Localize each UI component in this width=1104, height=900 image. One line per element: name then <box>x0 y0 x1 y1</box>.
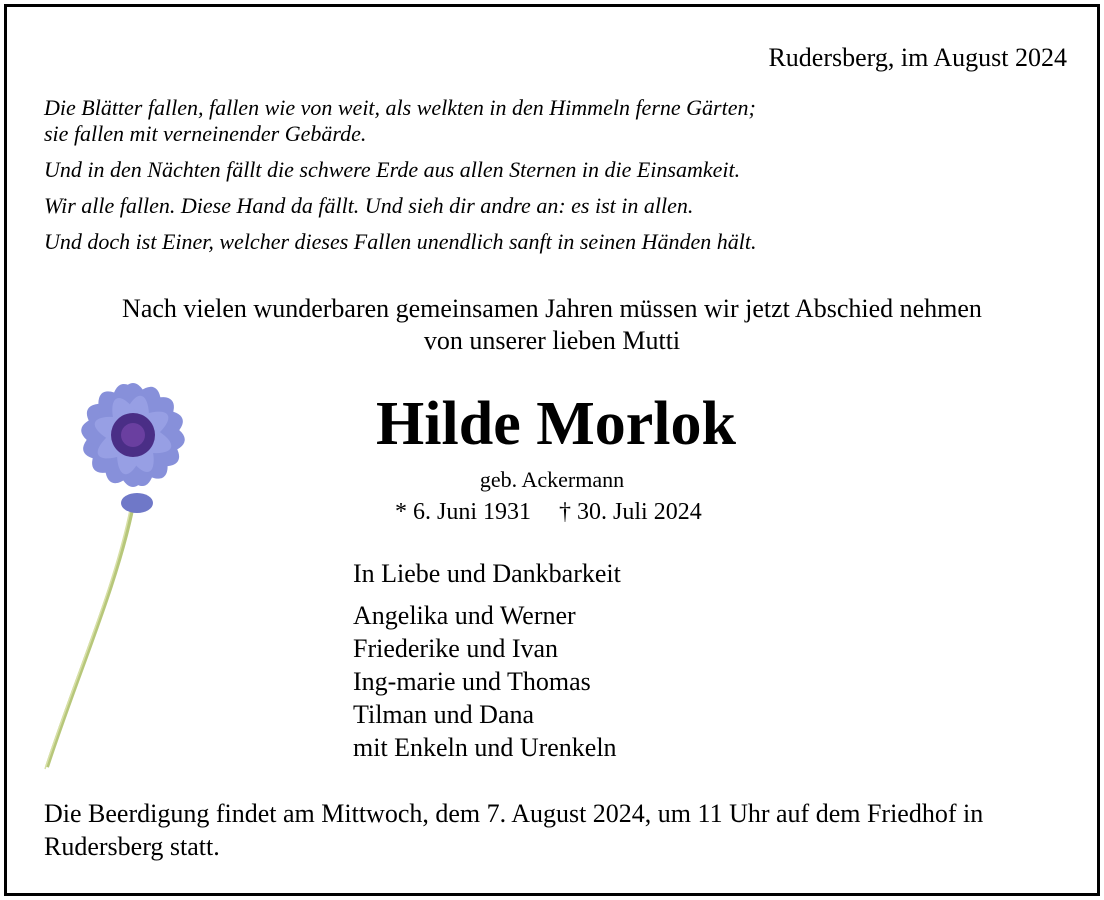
mourner-name: mit Enkeln und Urenkeln <box>353 733 617 762</box>
poem-line: sie fallen mit verneinender Gebärde. <box>44 121 367 146</box>
birth-date: * 6. Juni 1931 <box>395 499 532 525</box>
mourner-name: Ing-marie und Thomas <box>353 667 591 696</box>
mourner-name: Friederike und Ivan <box>353 634 559 663</box>
poem-line: Und doch ist Einer, welcher dieses Fallen unendlich sanft in seinen Händen hält. <box>44 229 757 254</box>
intro-line-2: von unserer lieben Mutti <box>423 326 681 355</box>
obituary-card <box>4 4 1100 896</box>
deceased-name: Hilde Morlok <box>376 390 736 458</box>
mourners-heading: In Liebe und Dankbarkeit <box>353 559 621 588</box>
mourner-name: Angelika und Werner <box>353 601 576 630</box>
birth-name: geb. Ackermann <box>479 467 625 492</box>
poem-line: Und in den Nächten fällt die schwere Erde aus allen Sternen in die Einsamkeit. <box>44 157 741 182</box>
intro-line-1: Nach vielen wunderbaren gemeinsamen Jahren müssen wir jetzt Abschied nehmen <box>122 294 982 323</box>
poem-line: Die Blätter fallen, fallen wie von weit, als welkten in den Himmeln ferne Gärten; <box>44 95 756 120</box>
mourners-list <box>353 599 617 764</box>
death-date: † 30. Juli 2024 <box>559 499 702 525</box>
poem-line: Wir alle fallen. Diese Hand da fällt. Und sieh dir andre an: es ist in allen. <box>44 193 694 218</box>
funeral-notice: Die Beerdigung findet am Mittwoch, dem 7. August 2024, um 11 Uhr auf dem Friedhof in Rudersberg statt. <box>44 799 984 861</box>
place-date: Rudersberg, im August 2024 <box>768 43 1067 72</box>
intro-text <box>7 293 1097 357</box>
mourner-name: Tilman und Dana <box>353 700 535 729</box>
life-dates <box>395 499 702 526</box>
